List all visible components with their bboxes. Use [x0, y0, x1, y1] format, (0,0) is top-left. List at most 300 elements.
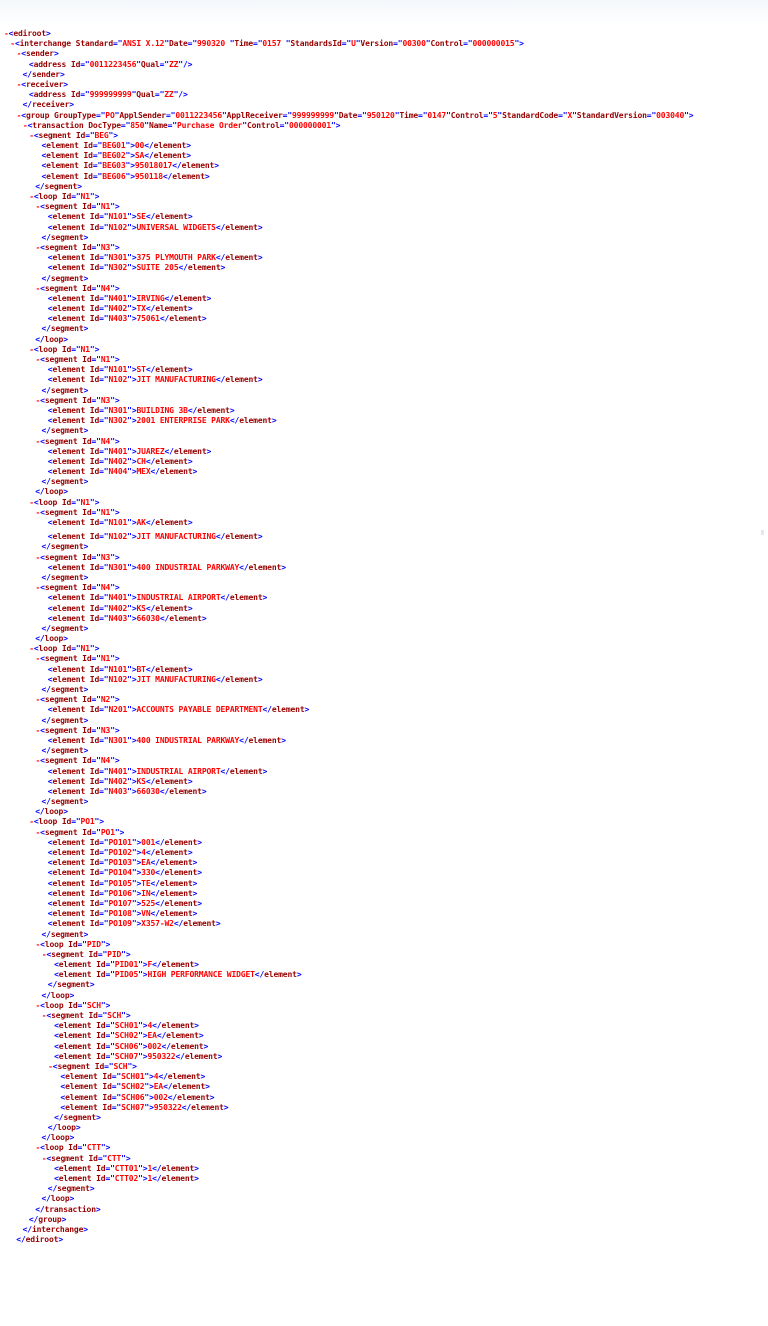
element-value: TX	[136, 304, 146, 314]
xml-line[interactable]	[4, 583, 693, 593]
markup: ="	[99, 375, 109, 385]
tag-name: element	[169, 613, 202, 623]
attr-name: Id	[91, 1051, 106, 1061]
tag-name: element	[52, 776, 86, 786]
markup: <	[47, 405, 53, 415]
markup: ">	[131, 858, 142, 868]
xml-line[interactable]	[4, 121, 693, 131]
expand-collapse-toggle[interactable]: -	[35, 552, 41, 562]
expand-collapse-toggle[interactable]: -	[35, 695, 41, 705]
markup: <	[47, 416, 53, 426]
element-value: F	[147, 960, 153, 970]
markup: <	[54, 1041, 59, 1051]
tag-name: element	[153, 141, 187, 151]
tag-name: element	[167, 1072, 201, 1082]
xml-line[interactable]	[4, 1011, 693, 1021]
markup: "	[110, 507, 115, 517]
attr-value: N402	[108, 603, 128, 613]
markup: </	[41, 232, 51, 242]
element-value: 1	[147, 1163, 153, 1173]
markup: <	[40, 756, 45, 766]
tag-name: loop	[44, 1000, 64, 1010]
markup: >	[83, 572, 89, 582]
markup: ="	[99, 314, 109, 324]
xml-line[interactable]	[4, 508, 693, 518]
attr-name: Id	[63, 1000, 78, 1010]
expand-collapse-toggle[interactable]: -	[29, 130, 34, 140]
xml-line[interactable]	[4, 1062, 693, 1072]
xml-line[interactable]	[4, 243, 693, 253]
attr-name: Id	[85, 263, 100, 273]
expand-collapse-toggle[interactable]: -	[41, 1153, 47, 1163]
xml-line[interactable]	[4, 355, 693, 365]
expand-collapse-toggle[interactable]: -	[48, 1061, 53, 1071]
markup: >	[688, 110, 694, 120]
expand-collapse-toggle[interactable]: -	[35, 283, 41, 293]
markup: ="	[99, 909, 109, 919]
markup: ">	[131, 878, 142, 888]
attr-name: Id	[85, 613, 100, 623]
markup: ">	[127, 405, 137, 415]
xml-line	[4, 634, 693, 644]
tag-name: element	[248, 735, 282, 745]
xml-line[interactable]	[4, 644, 693, 654]
xml-line[interactable]	[4, 111, 693, 121]
markup: "	[330, 120, 336, 130]
markup: <	[46, 1153, 52, 1163]
attr-name: Qual	[140, 59, 160, 69]
markup: ="	[105, 1051, 115, 1061]
markup: >	[94, 344, 100, 354]
markup: >	[63, 79, 68, 89]
attr-name: Id	[85, 735, 100, 745]
expand-collapse-toggle[interactable]: -	[35, 654, 41, 664]
markup: >	[83, 385, 89, 395]
element-value: 950322	[153, 1102, 182, 1112]
attr-name: StandardsId	[290, 39, 342, 49]
markup: >	[114, 654, 120, 664]
markup: <	[47, 776, 53, 786]
xml-line	[4, 274, 693, 284]
markup: ="	[99, 222, 109, 232]
attr-name: Id	[85, 705, 100, 715]
element-value: 375 PLYMOUTH PARK	[136, 253, 216, 263]
markup: >	[257, 674, 263, 684]
markup: ">	[138, 1041, 148, 1051]
markup: "	[285, 39, 291, 49]
element-value: 400 INDUSTRIAL PARKWAY	[136, 562, 240, 572]
attr-value: 000000001	[288, 120, 331, 130]
markup: <	[47, 848, 53, 857]
attr-value: N301	[108, 253, 128, 263]
xml-line[interactable]	[4, 695, 693, 705]
attr-value: SCH06	[114, 1041, 139, 1051]
attr-name: Id	[85, 878, 100, 888]
markup: <	[41, 151, 47, 161]
markup: >	[187, 365, 193, 375]
tag-name: element	[52, 674, 86, 684]
attr-value: PO107	[108, 898, 132, 908]
markup: </	[47, 980, 58, 990]
markup: >	[187, 848, 193, 857]
attr-value: SCH	[86, 1000, 101, 1010]
xml-line	[4, 930, 693, 940]
xml-line[interactable]	[4, 49, 693, 59]
tag-name: segment	[50, 746, 84, 756]
markup: "	[110, 355, 115, 364]
markup: </	[54, 1112, 64, 1122]
expand-collapse-toggle[interactable]: -	[35, 1000, 41, 1010]
xml-line	[4, 1072, 693, 1082]
markup: "	[136, 59, 141, 69]
markup: </	[158, 1072, 168, 1082]
tag-name: segment	[50, 385, 84, 395]
markup: ">	[127, 375, 137, 385]
attr-value: N302	[108, 263, 128, 273]
xml-line	[4, 716, 693, 726]
attr-value: U	[351, 39, 356, 49]
attr-name: Id	[91, 970, 106, 980]
markup: <	[40, 695, 45, 705]
tag-name: element	[166, 1031, 199, 1041]
markup: <	[46, 1011, 52, 1020]
markup: "	[100, 939, 106, 949]
expand-collapse-toggle[interactable]: -	[41, 949, 47, 959]
expand-collapse-toggle[interactable]: -	[35, 725, 41, 735]
attr-value: PO103	[108, 858, 132, 868]
attr-name: Date	[169, 39, 188, 49]
markup: ">	[131, 868, 142, 878]
markup: ">	[138, 960, 148, 970]
xml-line	[4, 1113, 693, 1123]
markup: ="	[99, 467, 109, 477]
markup: <	[33, 192, 39, 201]
tag-name: element	[159, 909, 193, 919]
markup: "	[121, 949, 126, 959]
attr-name: Id	[85, 446, 100, 456]
tag-name: element	[58, 1021, 92, 1031]
attr-name: Id	[85, 365, 100, 375]
xml-line[interactable]	[4, 654, 693, 664]
markup: </	[152, 1163, 162, 1173]
tag-name: element	[164, 898, 198, 908]
xml-line[interactable]	[4, 345, 693, 355]
expand-collapse-toggle[interactable]: -	[29, 344, 34, 354]
tag-name: segment	[50, 572, 84, 582]
tag-name: element	[229, 593, 263, 603]
tag-name: segment	[44, 552, 78, 562]
expand-collapse-toggle[interactable]: -	[35, 939, 41, 949]
xml-line	[4, 767, 693, 777]
expand-collapse-toggle[interactable]: -	[4, 29, 9, 38]
tag-name: element	[52, 919, 86, 929]
markup: ">	[127, 314, 137, 324]
tag-name: segment	[50, 685, 84, 694]
xml-line[interactable]	[4, 202, 693, 212]
markup: <	[47, 837, 53, 847]
markup: >	[53, 49, 59, 59]
attr-name: StandardCode	[502, 110, 559, 120]
markup: </	[163, 1082, 173, 1092]
expand-collapse-toggle[interactable]: -	[29, 644, 34, 654]
expand-collapse-toggle[interactable]: -	[29, 497, 34, 507]
markup: >	[197, 837, 202, 847]
markup: <	[47, 888, 53, 898]
markup: ">	[131, 919, 142, 929]
markup: </	[187, 405, 198, 415]
xml-line	[4, 1123, 693, 1133]
markup: "	[242, 120, 247, 130]
expand-collapse-toggle[interactable]: -	[35, 395, 41, 405]
attr-value: N4	[100, 583, 111, 593]
expand-collapse-toggle[interactable]: -	[35, 1143, 41, 1153]
markup: <	[47, 518, 53, 527]
markup: >	[83, 715, 89, 725]
tag-name: element	[161, 960, 195, 970]
xml-line[interactable]	[4, 437, 693, 447]
markup: "	[110, 395, 115, 405]
markup: </	[152, 1021, 162, 1031]
tag-name: element	[52, 293, 86, 303]
attr-value: N102	[108, 222, 128, 232]
xml-line[interactable]	[4, 1154, 693, 1164]
attr-name: Id	[85, 674, 100, 684]
element-value: 950118	[134, 171, 163, 181]
xml-line[interactable]	[4, 396, 693, 406]
markup: ">	[138, 1031, 148, 1041]
markup: </	[145, 518, 156, 527]
markup: >	[83, 623, 89, 633]
xml-line[interactable]	[4, 828, 693, 838]
tag-name: segment	[50, 426, 84, 436]
tag-name: interchange	[31, 1224, 84, 1234]
element-value: 2001 ENTERPRISE PARK	[136, 416, 230, 426]
markup: ="	[92, 141, 103, 151]
markup: ">	[144, 1102, 154, 1112]
tag-name: element	[52, 786, 86, 796]
attr-value: N401	[108, 293, 128, 303]
markup: >	[519, 39, 524, 49]
markup: ="	[99, 786, 109, 796]
markup: ">	[138, 1051, 148, 1061]
markup: <	[47, 293, 53, 303]
attr-value: N402	[108, 304, 128, 314]
attr-name: Id	[85, 848, 100, 857]
markup: </	[215, 253, 226, 263]
element-value: 950322	[147, 1051, 176, 1061]
tag-name: element	[46, 171, 79, 181]
markup: >	[125, 1153, 131, 1163]
expand-collapse-toggle[interactable]: -	[35, 202, 41, 212]
xml-line[interactable]	[4, 29, 693, 39]
tag-name: loop	[50, 1133, 70, 1143]
expand-collapse-toggle[interactable]: -	[29, 817, 34, 827]
tag-name: sender	[25, 49, 54, 59]
markup: <	[40, 654, 45, 664]
xml-line	[4, 487, 693, 497]
attr-name: Id	[85, 456, 100, 466]
xml-line	[4, 909, 693, 919]
markup: >	[209, 1092, 215, 1102]
markup: >	[187, 664, 193, 674]
expand-collapse-toggle[interactable]: -	[29, 192, 34, 201]
markup: ">	[125, 161, 135, 171]
attr-name: Id	[77, 436, 92, 446]
markup: ">	[127, 735, 137, 745]
attr-name: DocType	[83, 120, 121, 130]
element-value: UNIVERSAL WIDGETS	[136, 222, 216, 232]
tag-name: loop	[44, 807, 64, 817]
markup: ="	[71, 344, 81, 354]
markup: </	[16, 1235, 26, 1245]
markup: ="	[99, 532, 109, 542]
tag-name: segment	[50, 542, 84, 552]
markup: >	[192, 888, 198, 898]
markup: >	[83, 542, 89, 552]
attr-value: SCH02	[121, 1082, 145, 1092]
xml-line	[4, 736, 693, 746]
expand-collapse-toggle[interactable]: -	[35, 355, 41, 364]
scrollbar-thumb[interactable]	[761, 530, 764, 535]
markup: >	[257, 375, 263, 385]
markup: >	[114, 756, 120, 766]
markup: >	[83, 1224, 88, 1234]
xml-line[interactable]	[4, 940, 693, 950]
expand-collapse-toggle[interactable]: -	[16, 110, 22, 120]
markup: </	[239, 562, 249, 572]
markup: >	[204, 171, 210, 181]
xml-line[interactable]	[4, 284, 693, 294]
xml-line[interactable]	[4, 553, 693, 563]
xml-line	[4, 665, 693, 675]
tag-name: segment	[44, 202, 78, 212]
tag-name: segment	[63, 1112, 97, 1122]
attr-name: Id	[85, 664, 100, 674]
xml-line[interactable]	[4, 726, 693, 736]
attr-name: Id	[85, 222, 100, 232]
markup: ">	[127, 593, 137, 603]
tag-name: element	[169, 314, 202, 324]
tag-name: element	[172, 171, 205, 181]
xml-line[interactable]	[4, 192, 693, 202]
tag-name: segment	[44, 242, 78, 252]
xml-line[interactable]	[4, 950, 693, 960]
attr-name: Id	[85, 786, 100, 796]
markup: >	[105, 939, 111, 949]
markup: ="	[112, 39, 123, 49]
markup: <	[40, 827, 45, 837]
xml-line[interactable]	[4, 756, 693, 766]
expand-collapse-toggle[interactable]: -	[16, 79, 22, 89]
xml-line[interactable]	[4, 39, 693, 49]
markup: ">	[138, 1021, 148, 1031]
markup: ">	[131, 909, 142, 919]
markup: </	[150, 878, 160, 888]
markup: <	[60, 1082, 66, 1092]
tag-name: element	[161, 1174, 195, 1183]
markup: "	[178, 59, 183, 69]
markup: </	[41, 746, 51, 756]
element-value: AK	[136, 518, 146, 527]
markup: "	[164, 39, 169, 49]
expand-collapse-toggle[interactable]: -	[35, 242, 41, 252]
expand-collapse-toggle[interactable]: -	[35, 756, 41, 766]
xml-line[interactable]	[4, 131, 693, 141]
expand-collapse-toggle[interactable]: -	[35, 436, 41, 446]
xml-line[interactable]	[4, 498, 693, 508]
markup: "	[110, 725, 115, 735]
attr-value: N1	[100, 355, 111, 364]
attr-value: N4	[100, 436, 111, 446]
markup: ">	[127, 664, 137, 674]
markup: </	[150, 888, 160, 898]
markup: </	[215, 674, 226, 684]
attr-name: Id	[91, 1021, 106, 1031]
attr-value: N1	[100, 507, 111, 517]
xml-line[interactable]	[4, 1001, 693, 1011]
markup: ="	[99, 878, 109, 888]
expand-collapse-toggle[interactable]: -	[10, 39, 15, 49]
xml-line	[4, 960, 693, 970]
xml-line	[4, 1031, 693, 1041]
markup: ="	[99, 898, 109, 908]
expand-collapse-toggle[interactable]: -	[16, 49, 22, 59]
markup: >	[187, 603, 193, 613]
tag-name: segment	[50, 324, 84, 334]
markup: "	[110, 436, 115, 446]
tag-name: element	[155, 212, 188, 222]
xml-line[interactable]	[4, 80, 693, 90]
markup: ="	[105, 1174, 115, 1183]
markup: <	[41, 161, 47, 171]
xml-line	[4, 991, 693, 1001]
element-value: 75061	[136, 314, 160, 324]
markup: </	[215, 532, 226, 542]
xml-line[interactable]	[4, 1143, 693, 1153]
expand-collapse-toggle[interactable]: -	[35, 827, 41, 837]
tag-name: segment	[44, 695, 78, 705]
markup: ="	[92, 151, 103, 161]
xml-line	[4, 161, 693, 171]
tag-name: segment	[50, 273, 84, 283]
markup: <	[40, 242, 45, 252]
markup: <	[33, 817, 39, 827]
markup: <	[47, 786, 53, 796]
markup: ">	[144, 1082, 154, 1092]
expand-collapse-toggle[interactable]: -	[41, 1011, 47, 1020]
expand-collapse-toggle[interactable]: -	[22, 120, 28, 130]
markup: >	[132, 1061, 137, 1071]
tag-name: element	[52, 304, 86, 314]
attr-value: N102	[108, 375, 128, 385]
markup: <	[14, 39, 20, 49]
markup: ="	[91, 654, 101, 664]
xml-line[interactable]	[4, 817, 693, 827]
expand-collapse-toggle[interactable]: -	[35, 507, 41, 517]
markup: <	[47, 222, 53, 232]
markup: <	[47, 909, 53, 919]
markup: </	[22, 100, 32, 110]
tag-name: loop	[38, 192, 58, 201]
attr-value: PO104	[108, 868, 132, 878]
element-value: IN	[141, 888, 151, 898]
markup: >	[187, 212, 193, 222]
markup: ">	[127, 222, 137, 232]
markup: >	[83, 232, 89, 242]
markup: </	[181, 1102, 192, 1112]
tag-name: element	[225, 222, 258, 232]
expand-collapse-toggle[interactable]: -	[35, 583, 41, 593]
